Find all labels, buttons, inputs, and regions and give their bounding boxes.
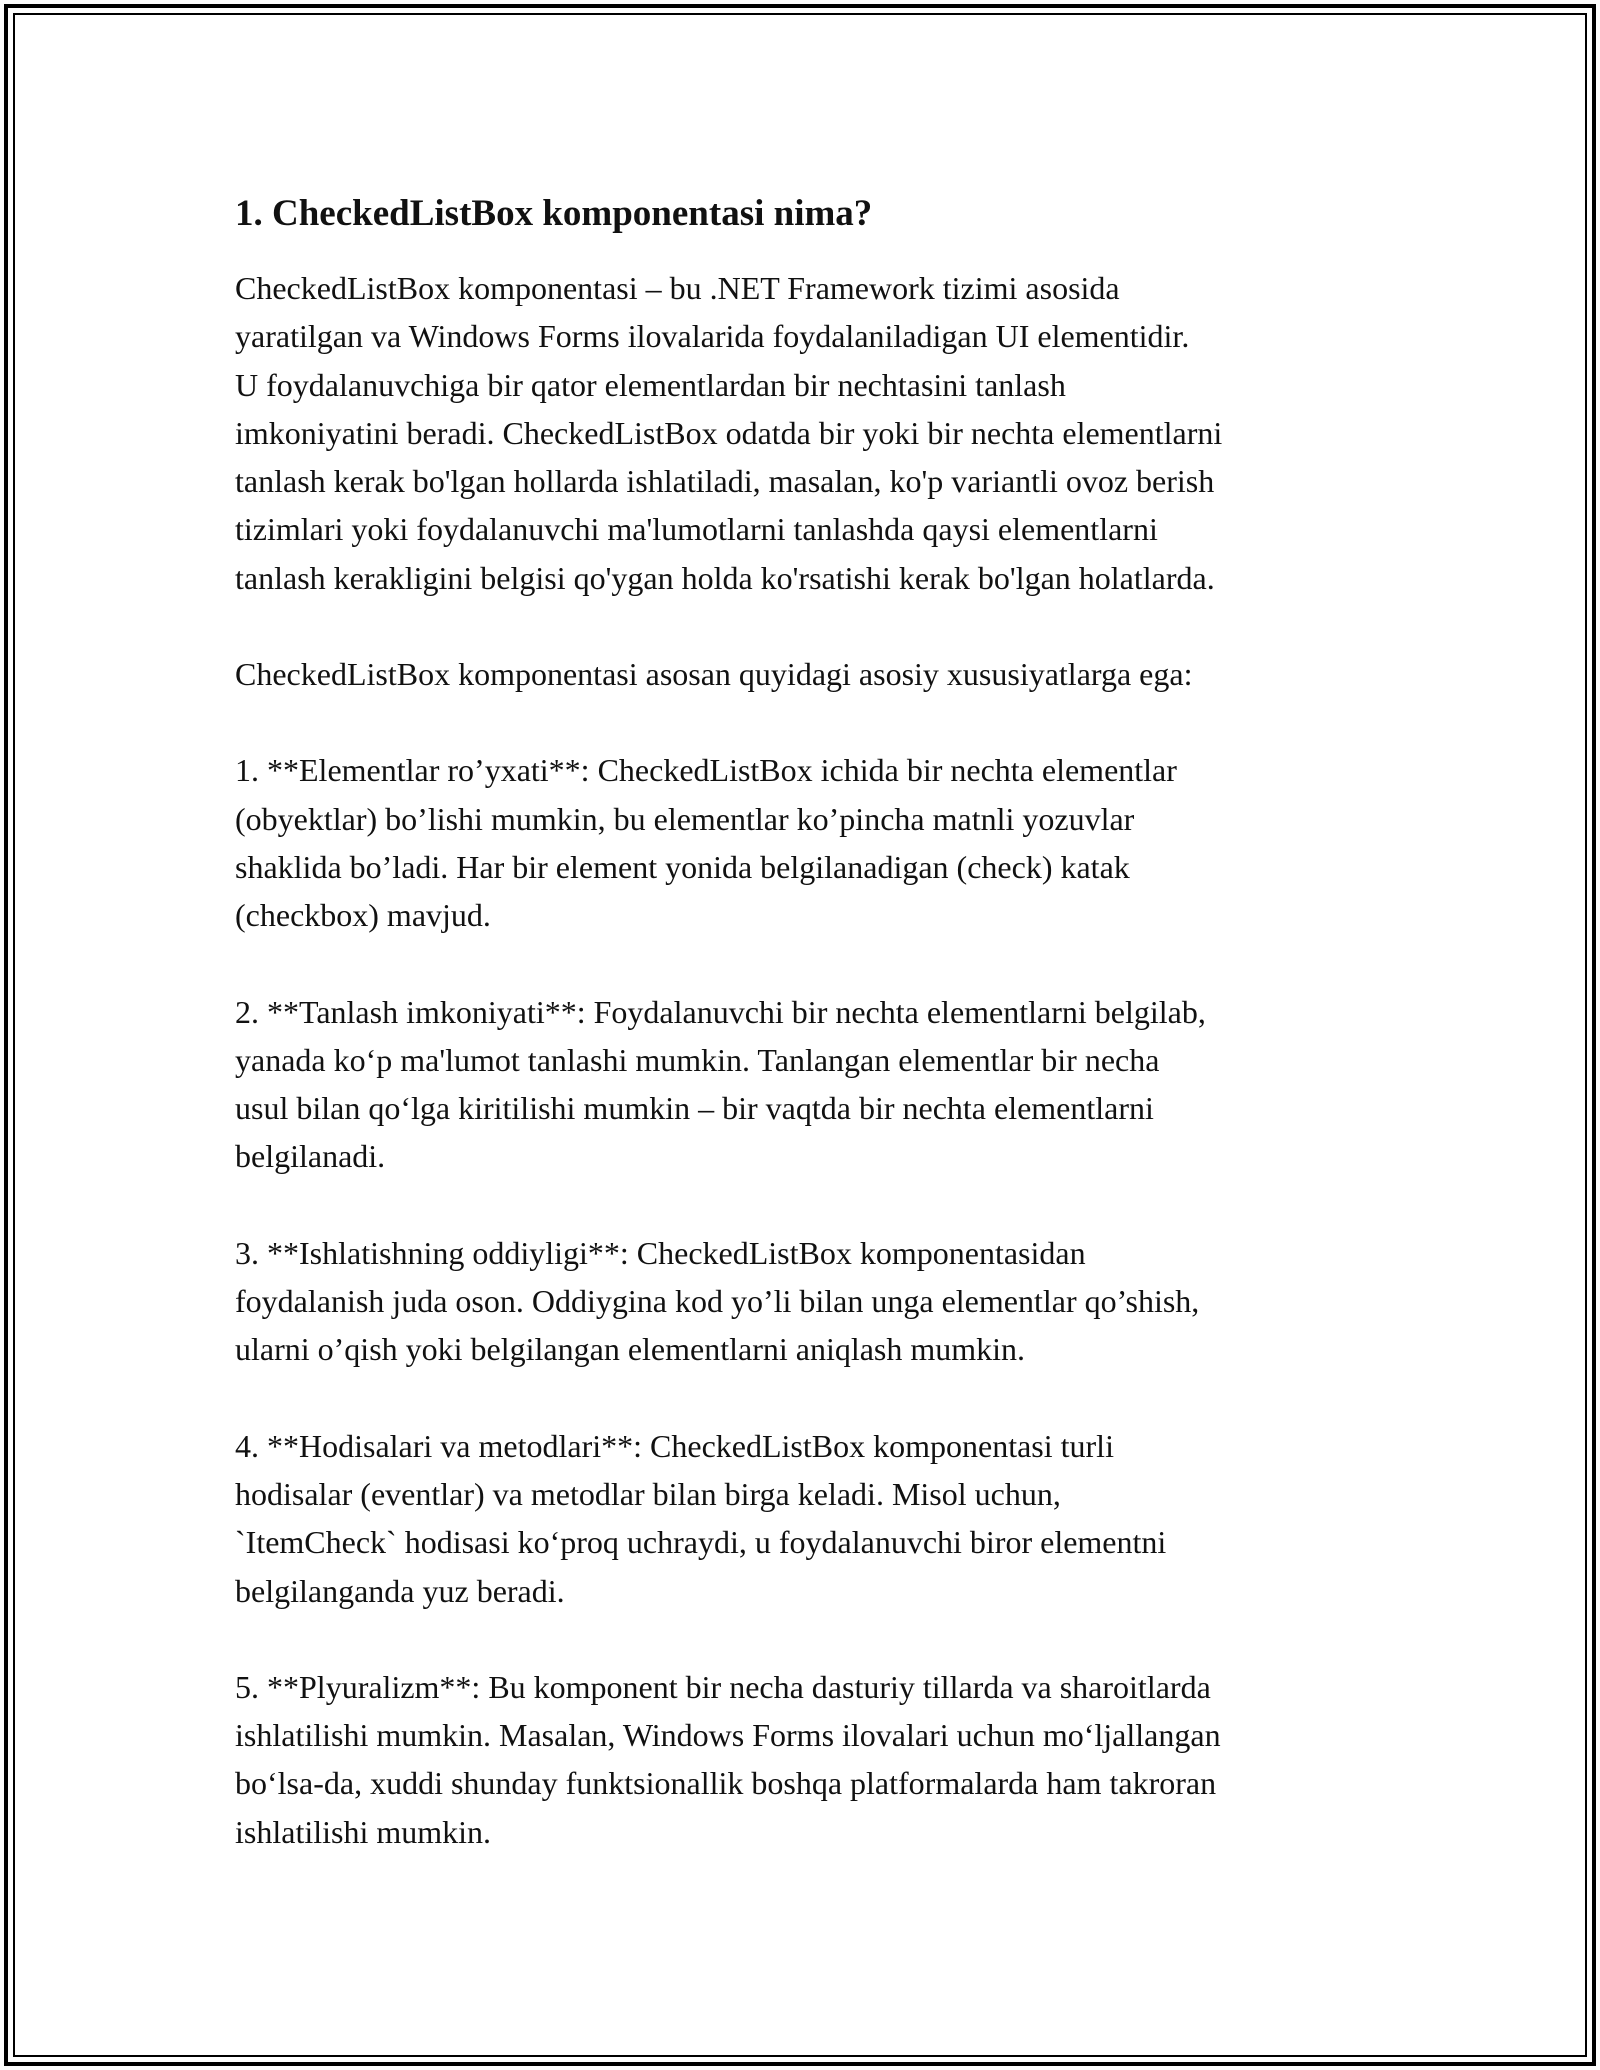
- paragraph-feature-1: [235, 746, 1395, 939]
- text-line: hodisalar (eventlar) va metodlar bilan birga keladi. Misol uchun,: [235, 1475, 1061, 1512]
- text-line: 3. **Ishlatishning oddiyligi**: CheckedListBox komponentasidan: [235, 1234, 1086, 1271]
- text-line: 4. **Hodisalari va metodlari**: CheckedListBox komponentasi turli: [235, 1427, 1114, 1464]
- paragraph-feature-5: [235, 1663, 1395, 1856]
- text-line: (obyektlar) bo’lishi mumkin, bu elementlar ko’pincha matnli yozuvlar: [235, 800, 1135, 837]
- text-line: 5. **Plyuralizm**: Bu komponent bir necha dasturiy tillarda va sharoitlarda: [235, 1668, 1211, 1705]
- section-heading: 1. CheckedListBox komponentasi nima?: [235, 193, 873, 234]
- text-line: CheckedListBox komponentasi asosan quyidagi asosiy xususiyatlarga ega:: [235, 656, 1193, 693]
- text-line: foydalanish juda oson. Oddiygina kod yo’li bilan unga elementlar qo’shish,: [235, 1283, 1200, 1320]
- paragraph-feature-3: [235, 1229, 1395, 1374]
- text-line: yaratilgan va Windows Forms ilovalarida foydalaniladigan UI elementidir.: [235, 318, 1190, 355]
- text-line: belgilanadi.: [235, 1138, 386, 1175]
- text-line: tizimlari yoki foydalanuvchi ma'lumotlarni tanlashda qaysi elementlarni: [235, 511, 1158, 548]
- text-line: imkoniyatini beradi. CheckedListBox odatda bir yoki bir nechta elementlarni: [235, 414, 1223, 451]
- paragraph-intro: [235, 264, 1395, 602]
- document-body: [235, 188, 1395, 1904]
- text-line: `ItemCheck` hodisasi ko‘proq uchraydi, u foydalanuvchi biror elementni: [235, 1524, 1167, 1561]
- paragraph-feature-4: [235, 1422, 1395, 1615]
- text-line: U foydalanuvchiga bir qator elementlardan bir nechtasini tanlash: [235, 366, 1066, 403]
- text-line: 2. **Tanlash imkoniyati**: Foydalanuvchi bir nechta elementlarni belgilab,: [235, 993, 1206, 1030]
- text-line: belgilanganda yuz beradi.: [235, 1572, 565, 1609]
- text-line: yanada ko‘p ma'lumot tanlashi mumkin. Tanlangan elementlar bir necha: [235, 1041, 1160, 1078]
- text-line: CheckedListBox komponentasi – bu .NET Framework tizimi asosida: [235, 270, 1120, 306]
- text-line: ularni o’qish yoki belgilangan elementlarni aniqlash mumkin.: [235, 1331, 1026, 1368]
- paragraph-features-intro: [235, 650, 1395, 698]
- paragraph-feature-2: [235, 988, 1395, 1181]
- text-line: 1. **Elementlar ro’yxati**: CheckedListBox ichida bir nechta elementlar: [235, 752, 1177, 789]
- text-line: bo‘lsa-da, xuddi shunday funktsionallik boshqa platformalarda ham takroran: [235, 1765, 1217, 1802]
- text-line: ishlatilishi mumkin.: [235, 1813, 492, 1850]
- text-line: ishlatilishi mumkin. Masalan, Windows Forms ilovalari uchun mo‘ljallangan: [235, 1717, 1221, 1754]
- text-line: (checkbox) mavjud.: [235, 897, 491, 934]
- text-line: usul bilan qo‘lga kiritilishi mumkin – bir vaqtda bir nechta elementlarni: [235, 1090, 1154, 1127]
- text-line: shaklida bo’ladi. Har bir element yonida belgilanadigan (check) katak: [235, 848, 1130, 885]
- text-line: tanlash kerakligini belgisi qo'ygan holda ko'rsatishi kerak bo'lgan holatlarda.: [235, 559, 1215, 596]
- text-line: tanlash kerak bo'lgan hollarda ishlatiladi, masalan, ko'p variantli ovoz berish: [235, 463, 1215, 500]
